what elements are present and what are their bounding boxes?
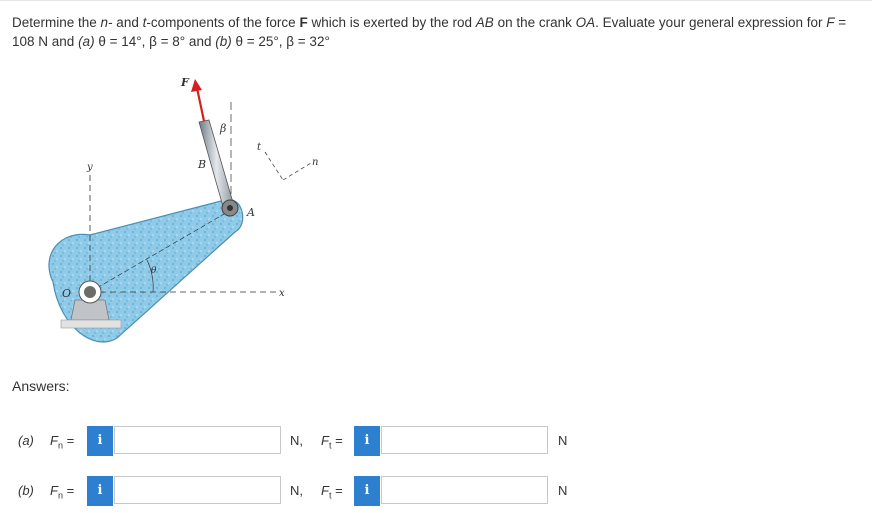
top-divider — [0, 0, 872, 1]
n-axis — [283, 163, 311, 180]
part-label-b: (b) — [18, 483, 34, 498]
ft-label-b: $F_t$ = — [321, 483, 343, 501]
fn-input-a[interactable] — [114, 426, 281, 454]
fn-input-b[interactable] — [114, 476, 281, 504]
info-icon-fn-a[interactable]: i — [87, 426, 113, 456]
label-n: n — [312, 157, 319, 168]
label-f: F — [181, 76, 189, 89]
info-icon-fn-b[interactable]: i — [87, 476, 113, 506]
label-b: B — [198, 158, 207, 171]
ft-input-a[interactable] — [381, 426, 548, 454]
pivot-o-inner — [84, 286, 96, 298]
info-icon-ft-a[interactable]: i — [354, 426, 380, 456]
crank-rod-diagram — [35, 70, 335, 360]
label-theta: θ — [151, 266, 157, 276]
fn-label-b: $F_n$ = — [50, 483, 75, 501]
t-axis — [265, 152, 283, 180]
part-label-a: (a) — [18, 433, 34, 448]
label-a: A — [247, 206, 255, 219]
ground-plate — [61, 320, 121, 328]
force-f-shaft — [197, 88, 204, 121]
force-f-arrowhead — [191, 79, 202, 92]
label-y: y — [87, 162, 93, 173]
label-x: x — [279, 288, 285, 299]
label-beta: β — [220, 122, 227, 135]
question-text: Determine the n- and t-components of the force F which is exerted by the rod AB on the crank OA. Evaluate your general expression for F = 108 N and (a) θ = 14°, β = 8° and (b) θ = 25°, β = 32° — [12, 15, 847, 49]
label-o: O — [62, 287, 72, 300]
info-icon-ft-b[interactable]: i — [354, 476, 380, 506]
unit-ft-b: N — [558, 483, 568, 498]
unit-fn-a: N, — [290, 433, 303, 448]
answer-row-b — [0, 476, 872, 506]
unit-fn-b: N, — [290, 483, 303, 498]
label-t: t — [257, 142, 262, 153]
ft-label-a: $F_t$ = — [321, 433, 343, 451]
pin-a-center — [227, 205, 233, 211]
fn-label-a: $F_n$ = — [50, 433, 75, 451]
answers-label: Answers: — [12, 378, 70, 394]
answer-row-a — [0, 426, 872, 456]
unit-ft-a: N — [558, 433, 568, 448]
ft-input-b[interactable] — [381, 476, 548, 504]
